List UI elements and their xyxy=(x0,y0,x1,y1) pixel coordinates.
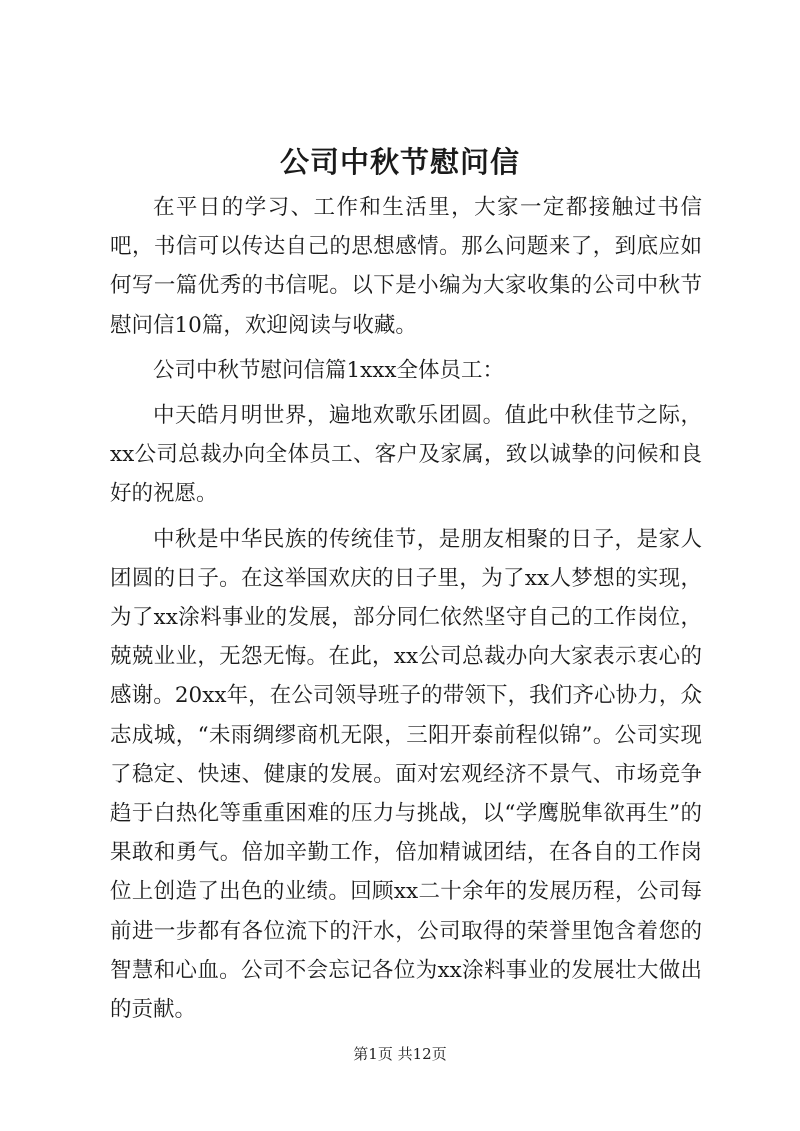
paragraph-intro: 在平日的学习、工作和生活里，大家一定都接触过书信吧，书信可以传达自己的思想感情。那么问题来了，到底应如何写一篇优秀的书信呢。以下是小编为大家收集的公司中秋节慰问信10篇，欢迎阅读与收藏。 xyxy=(110,195,702,338)
paragraph-greeting: 中天皓月明世界，遍地欢歌乐团圆。值此中秋佳节之际，xx公司总裁办向全体员工、客户及家属，致以诚挚的问候和良好的祝愿。 xyxy=(110,403,702,507)
paragraph-main: 中秋是中华民族的传统佳节，是朋友相聚的日子，是家人团圆的日子。在这举国欢庆的日子里，为了xx人梦想的实现，为了xx涂料事业的发展，部分同仁依然坚守自己的工作岗位，兢兢业业，无怨无悔。在此，xx公司总裁办向大家表示衷心的感谢。20xx年，在公司领导班子的带领下，我们齐心协力，众志成城，“未雨绸缪商机无限，三阳开泰前程似锦”。公司实现了稳定、快速、健康的发展。面对宏观经济不景气、市场竞争趋于白热化等重重困难的压力与挑战，以“学鹰脱隼欲再生”的果敢和勇气。倍加辛勤工作，倍加精诚团结，在各自的工作岗位上创造了出色的业绩。回顾xx二十余年的发展历程，公司每前进一步都有各位流下的汗水，公司取得的荣誉里饱含着您的智慧和心血。公司不会忘记各位为xx涂料事业的发展壮大做出的贡献。 xyxy=(110,526,702,1023)
document-body xyxy=(110,188,702,1029)
page-number: 第1页 共12页 xyxy=(353,1045,447,1063)
page-title: 公司中秋节慰问信 xyxy=(279,145,520,179)
paragraph-salutation: 公司中秋节慰问信篇1xxx全体员工： xyxy=(153,357,505,383)
